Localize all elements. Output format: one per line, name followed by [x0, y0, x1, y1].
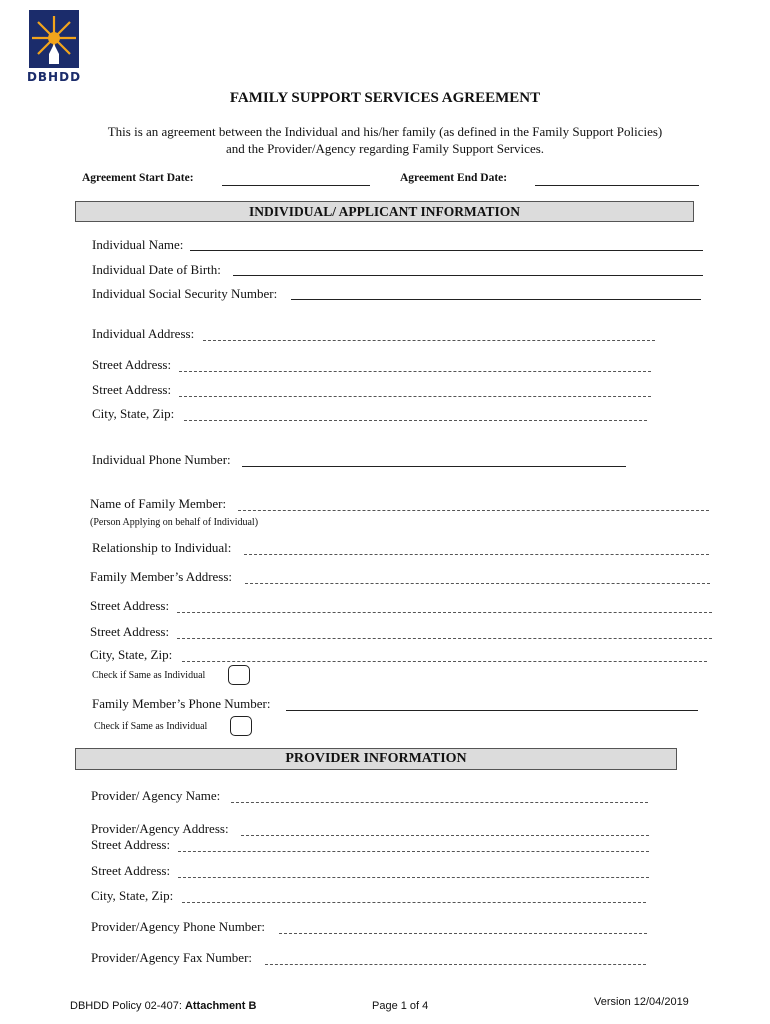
provider-city-label: City, State, Zip:: [91, 888, 174, 903]
individual-dob-label: Individual Date of Birth:: [92, 262, 221, 277]
same-address-checkbox[interactable]: [228, 665, 250, 685]
logo-text: DBHDD: [26, 70, 82, 84]
end-date-field[interactable]: [535, 185, 699, 186]
start-date-field[interactable]: [222, 185, 370, 186]
provider-phone-label: Provider/Agency Phone Number:: [91, 919, 266, 934]
document-title: FAMILY SUPPORT SERVICES AGREEMENT: [229, 90, 541, 106]
family-city-label: City, State, Zip:: [90, 647, 173, 662]
star-logo-icon: [29, 10, 79, 68]
footer-policy: [70, 1000, 256, 1012]
family-street1-label: Street Address:: [90, 598, 170, 613]
family-name-note: (Person Applying on behalf of Individual): [90, 517, 259, 528]
provider-street2-label: Street Address:: [91, 863, 171, 878]
provider-phone-field[interactable]: [279, 933, 647, 934]
provider-city-field[interactable]: [182, 902, 646, 903]
same-phone-checkbox[interactable]: [230, 716, 252, 736]
individual-name-field[interactable]: [190, 250, 703, 251]
individual-address-label: Individual Address:: [92, 326, 195, 341]
individual-section-header: INDIVIDUAL/ APPLICANT INFORMATION: [75, 201, 694, 222]
intro-paragraph: This is an agreement between the Individual and his/her family (as defined in the Family Support Policies) and the Provider/Agency regarding Family Support Services.: [107, 124, 663, 156]
individual-street1-field[interactable]: [179, 371, 651, 372]
provider-address-field[interactable]: [241, 835, 649, 836]
start-date-label: Agreement Start Date:: [82, 172, 194, 184]
provider-address-label: Provider/Agency Address:: [91, 821, 229, 836]
end-date-label: Agreement End Date:: [400, 172, 508, 184]
individual-street2-field[interactable]: [179, 396, 651, 397]
family-address-field[interactable]: [245, 583, 710, 584]
family-phone-field[interactable]: [286, 710, 698, 711]
provider-street1-field[interactable]: [178, 851, 649, 852]
provider-fax-label: Provider/Agency Fax Number:: [91, 950, 253, 965]
provider-section-header: PROVIDER INFORMATION: [75, 748, 677, 770]
individual-city-field[interactable]: [184, 420, 647, 421]
footer-page-number: Page 1 of 4: [372, 1000, 429, 1012]
provider-street2-field[interactable]: [178, 877, 649, 878]
dbhdd-logo: [26, 10, 80, 88]
footer-version: Version 12/04/2019: [594, 996, 689, 1008]
provider-name-label: Provider/ Agency Name:: [91, 788, 221, 803]
family-street1-field[interactable]: [177, 612, 712, 613]
same-address-label: Check if Same as Individual: [92, 670, 206, 681]
footer-attachment: Attachment B: [184, 1000, 257, 1012]
relationship-field[interactable]: [244, 554, 709, 555]
provider-name-field[interactable]: [231, 802, 648, 803]
individual-dob-field[interactable]: [233, 275, 703, 276]
individual-street2-label: Street Address:: [92, 382, 172, 397]
individual-street1-label: Street Address:: [92, 357, 172, 372]
individual-phone-field[interactable]: [242, 466, 626, 467]
provider-fax-field[interactable]: [265, 964, 646, 965]
individual-ssn-label: Individual Social Security Number:: [92, 286, 278, 301]
family-name-label: Name of Family Member:: [90, 496, 227, 511]
individual-ssn-field[interactable]: [291, 299, 701, 300]
family-address-label: Family Member’s Address:: [90, 569, 233, 584]
provider-street1-label: Street Address:: [91, 837, 171, 852]
individual-name-label: Individual Name:: [92, 237, 184, 252]
individual-address-field[interactable]: [203, 340, 655, 341]
family-street2-label: Street Address:: [90, 624, 170, 639]
family-phone-label: Family Member’s Phone Number:: [92, 696, 271, 711]
relationship-label: Relationship to Individual:: [92, 540, 232, 555]
individual-phone-label: Individual Phone Number:: [92, 452, 231, 467]
footer-policy-text: DBHDD Policy 02-407:: [70, 1000, 185, 1012]
family-city-field[interactable]: [182, 661, 707, 662]
same-phone-label: Check if Same as Individual: [94, 721, 208, 732]
individual-city-label: City, State, Zip:: [92, 406, 175, 421]
family-street2-field[interactable]: [177, 638, 712, 639]
family-name-field[interactable]: [238, 510, 709, 511]
